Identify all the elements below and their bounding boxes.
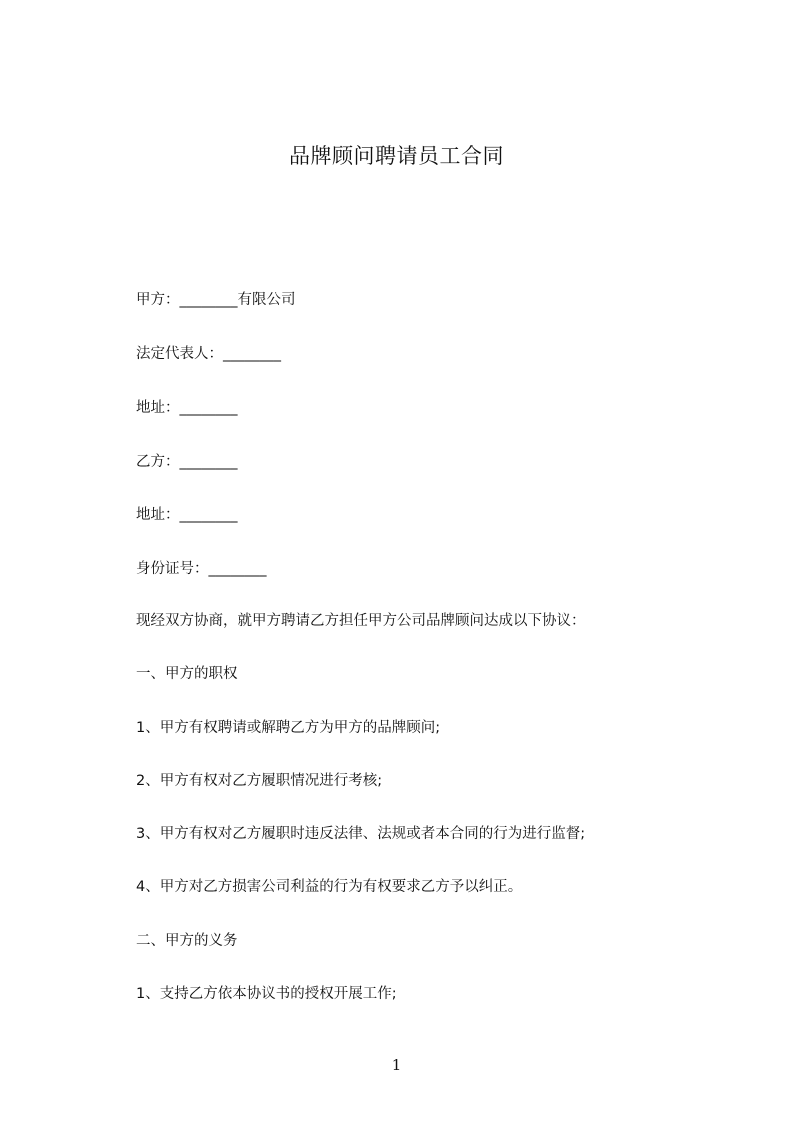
clause-item: 2、甲方有权对乙方履职情况进行考核;: [136, 773, 383, 789]
party-a-line: 甲方：________有限公司: [136, 292, 296, 308]
page-title: 品牌顾问聘请员工合同: [289, 144, 504, 168]
clause-item: 3、甲方有权对乙方履职时违反法律、法规或者本合同的行为进行监督;: [136, 826, 586, 842]
section-heading-party-a-rights: 一、甲方的职权: [136, 666, 238, 682]
preamble-paragraph: 现经双方协商，就甲方聘请乙方担任甲方公司品牌顾问达成以下协议：: [136, 613, 586, 629]
id-number-line: 身份证号：________: [136, 561, 267, 577]
party-b-address-line: 地址：________: [136, 507, 238, 523]
party-b-line: 乙方：________: [136, 454, 238, 470]
legal-representative-line: 法定代表人：________: [136, 346, 281, 362]
clause-item: 1、支持乙方依本协议书的授权开展工作;: [136, 986, 397, 1002]
clause-item: 1、甲方有权聘请或解聘乙方为甲方的品牌顾问;: [136, 720, 441, 736]
party-a-address-line: 地址：________: [136, 400, 238, 416]
section-heading-party-a-obligations: 二、甲方的义务: [136, 933, 238, 949]
clause-item: 4、甲方对乙方损害公司利益的行为有权要求乙方予以纠正。: [136, 879, 523, 895]
page-number: 1: [391, 1056, 402, 1074]
